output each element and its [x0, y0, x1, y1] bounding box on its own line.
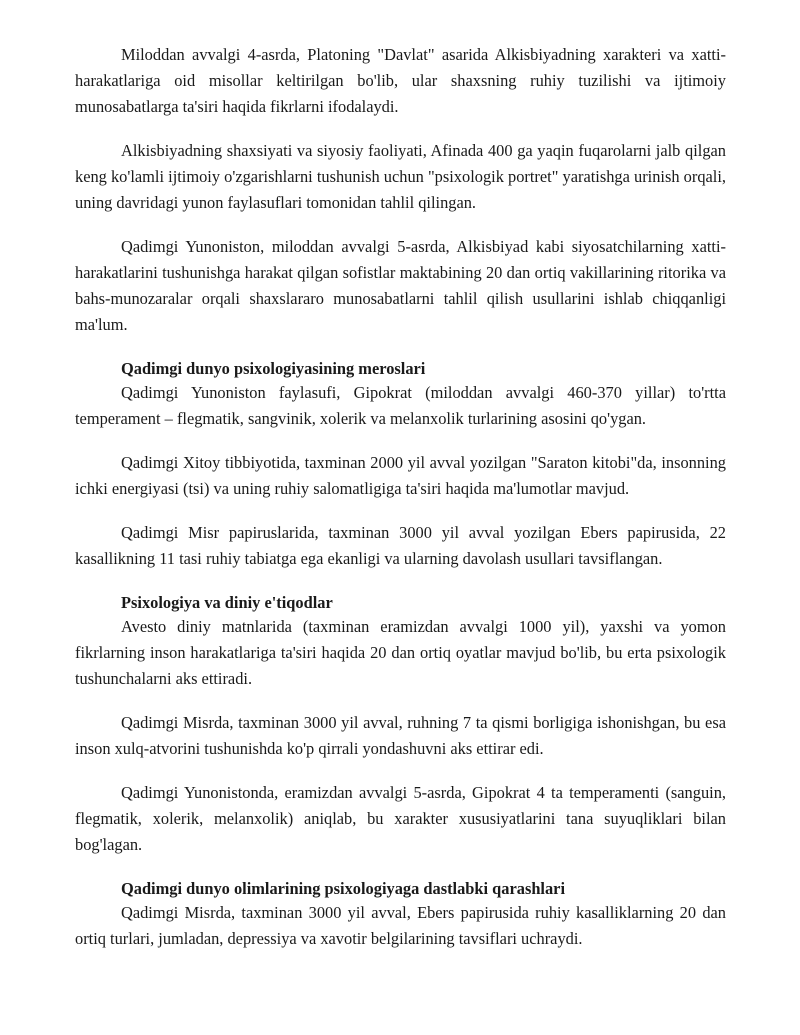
paragraph: Qadimgi Yunoniston, miloddan avvalgi 5-asrda, Alkisbiyad kabi siyosatchilarning xatti-harakatlarini tushunishga harakat qilgan sofistlar maktabining 20 dan ortiq vakillarining ritorika va bahs-munozaralar orqali shaxslararo munosabatlarni tahlil qilish usullarini ishlab chiqqanligi ma'lum. [75, 237, 726, 334]
paragraph: Qadimgi Xitoy tibbiyotida, taxminan 2000 yil avval yozilgan "Saraton kitobi"da, insonning ichki energiyasi (tsi) va uning ruhiy salomatligiga ta'siri haqida ma'lumotlar mavjud. [75, 453, 726, 498]
section-heading: Qadimgi dunyo olimlarining psixologiyaga dastlabki qarashlari [121, 879, 566, 898]
paragraph: Qadimgi Misrda, taxminan 3000 yil avval, Ebers papirusida ruhiy kasalliklarning 20 dan ortiq turlari, jumladan, depressiya va xavotir belgilarining tavsiflari uchraydi. [75, 903, 726, 948]
document-page [75, 42, 726, 952]
paragraph: Qadimgi Yunonistonda, eramizdan avvalgi 5-asrda, Gipokrat 4 ta temperamenti (sanguin, flegmatik, xolerik, melanxolik) aniqlab, bu xarakter xususiyatlarini tana suyuqliklari bilan bog'lagan. [75, 783, 726, 854]
paragraph: Miloddan avvalgi 4-asrda, Platoning "Davlat" asarida Alkisbiyadning xarakteri va xatti-harakatlariga oid misollar keltirilgan bo'lib, ular shaxsning ruhiy tuzilishi va ijtimoiy munosabatlarga ta'siri haqida fikrlarni ifodalaydi. [75, 45, 726, 116]
paragraph: Qadimgi Yunoniston faylasufi, Gipokrat (miloddan avvalgi 460-370 yillar) to'rtta temperament – flegmatik, sangvinik, xolerik va melanxolik turlarining asosini qo'ygan. [75, 383, 726, 428]
paragraph: Qadimgi Misr papiruslarida, taxminan 3000 yil avval yozilgan Ebers papirusida, 22 kasallikning 11 tasi ruhiy tabiatga ega ekanligi va ularning davolash usullari tavsiflangan. [75, 523, 726, 568]
section-heading: Qadimgi dunyo psixologiyasining meroslari [121, 359, 426, 378]
paragraph: Alkisbiyadning shaxsiyati va siyosiy faoliyati, Afinada 400 ga yaqin fuqarolarni jalb qilgan keng ko'lamli ijtimoiy o'zgarishlarni tushunish uchun "psixologik portret" yaratishga urinish orqali, uning davridagi yunon faylasuflari tomonidan tahlil qilingan. [75, 141, 726, 212]
section-heading: Psixologiya va diniy e'tiqodlar [121, 593, 333, 612]
paragraph: Avesto diniy matnlarida (taxminan eramizdan avvalgi 1000 yil), yaxshi va yomon fikrlarning inson harakatlariga ta'siri haqida 20 dan ortiq oyatlar mavjud bo'lib, bu erta psixologik tushunchalarni aks ettiradi. [75, 617, 726, 688]
paragraph: Qadimgi Misrda, taxminan 3000 yil avval, ruhning 7 ta qismi borligiga ishonishgan, bu esa inson xulq-atvorini tushunishda ko'p qirrali yondashuvni aks ettirar edi. [75, 713, 726, 758]
